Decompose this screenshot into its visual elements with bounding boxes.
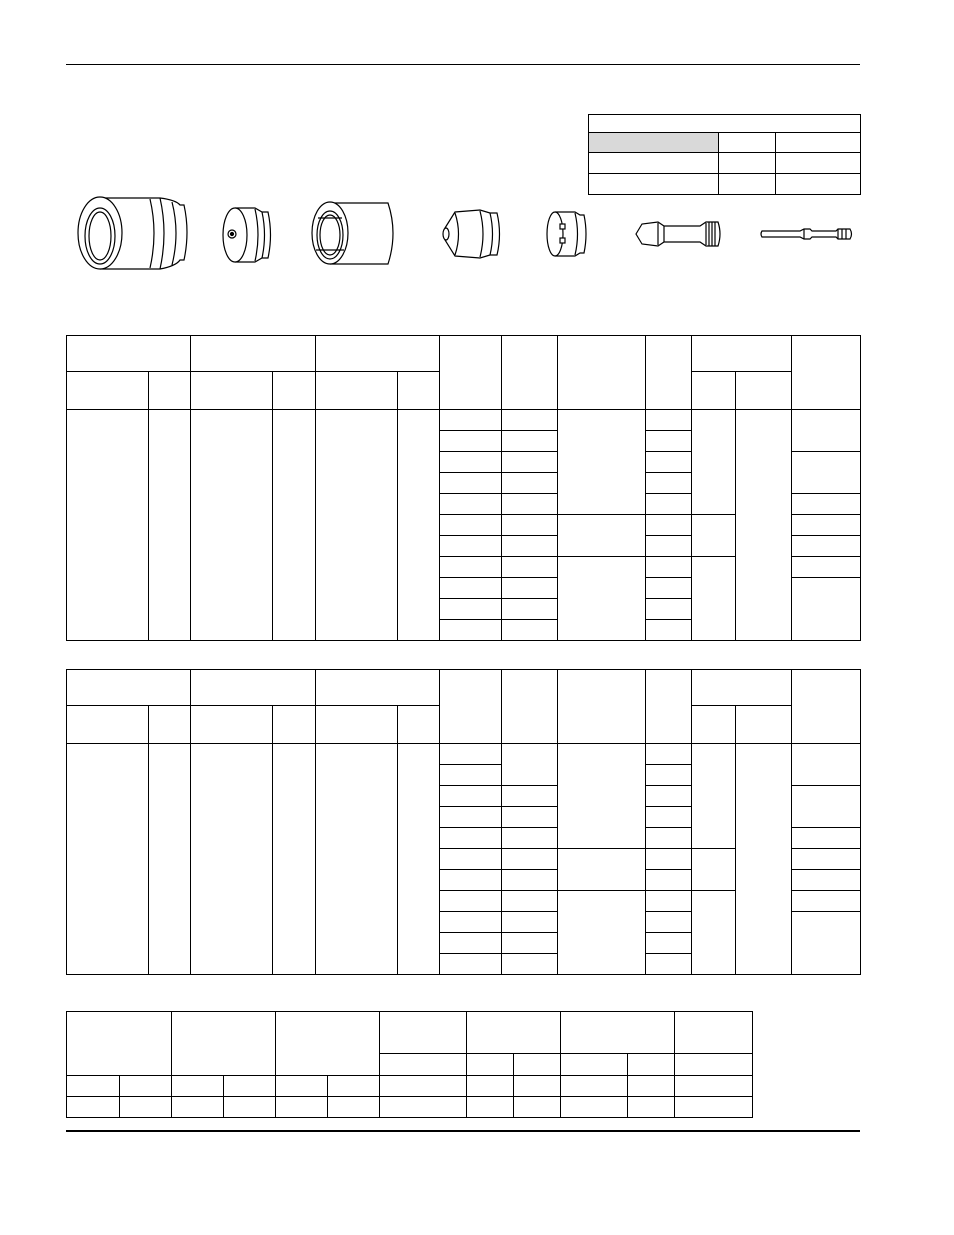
retaining-cap-icon	[312, 202, 393, 264]
consumable-parts-illustration	[0, 0, 954, 300]
nozzle-icon	[443, 210, 500, 258]
process-table-1	[66, 335, 861, 641]
water-tube-icon	[761, 229, 852, 239]
process-table-2	[66, 669, 861, 975]
settings-table	[66, 1011, 753, 1118]
swirl-ring-icon	[547, 212, 586, 256]
electrode-icon	[636, 222, 720, 246]
shield-icon	[78, 197, 187, 269]
footer-rule	[66, 1130, 860, 1132]
shield-small-icon	[223, 208, 271, 262]
